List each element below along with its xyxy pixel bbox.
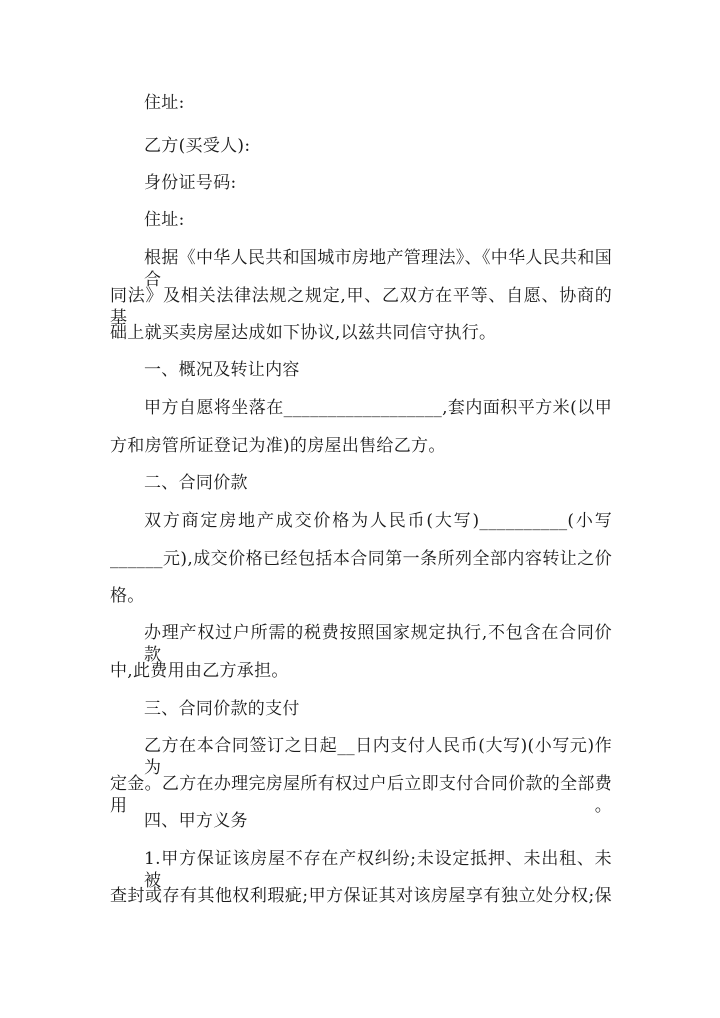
text-line-7: 础上就买卖房屋达成如下协议,以兹共同信守执行。 (110, 323, 497, 343)
section-heading-4: 四、甲方义务 (144, 811, 248, 831)
text-line-15: 办理产权过户所需的税费按照国家规定执行,不包含在合同价款 (144, 623, 612, 665)
text-line-13: ______元),成交价格已经包括本合同第一条所列全部内容转让之价 (110, 549, 612, 569)
text-line-21: 1.甲方保证该房屋不存在产权纠纷;未设定抵押、未出租、未被 (144, 849, 612, 891)
text-line-22: 查封或存有其他权利瑕疵;甲方保证其对该房屋享有独立处分权;保 (110, 886, 612, 906)
text-line-5: 根据《中华人民共和国城市房地产管理法》、《中华人民共和国合 (144, 248, 612, 290)
text-line-16: 中,此费用由乙方承担。 (110, 661, 289, 681)
text-line-14: 格。 (110, 586, 145, 606)
text-line-3: 身份证号码: (144, 173, 237, 193)
section-heading-3: 三、合同价款的支付 (144, 699, 300, 719)
section-heading-1: 一、概况及转让内容 (144, 360, 300, 380)
text-line-10: 方和房管所证登记为准)的房屋出售给乙方。 (110, 436, 446, 456)
section-heading-2: 二、合同价款 (144, 473, 248, 493)
text-line-9: 甲方自愿将坐落在__________________,套内面积平方米(以甲 (144, 398, 612, 418)
text-line-6: 同法》及相关法律法规之规定,甲、乙双方在平等、自愿、协商的基 (110, 286, 612, 328)
text-line-1: 住址: (144, 93, 185, 113)
text-line-4: 住址: (144, 210, 185, 230)
text-line-18: 乙方在本合同签订之日起__日内支付人民币(大写)(小写元)作为 (144, 736, 612, 778)
text-line-19: 定金。乙方在办理完房屋所有权过户后立即支付合同价款的全部费用。 (110, 774, 612, 816)
text-line-2: 乙方(买受人): (144, 136, 251, 156)
text-line-12: 双方商定房地产成交价格为人民币(大写)__________(小写 (144, 511, 612, 531)
